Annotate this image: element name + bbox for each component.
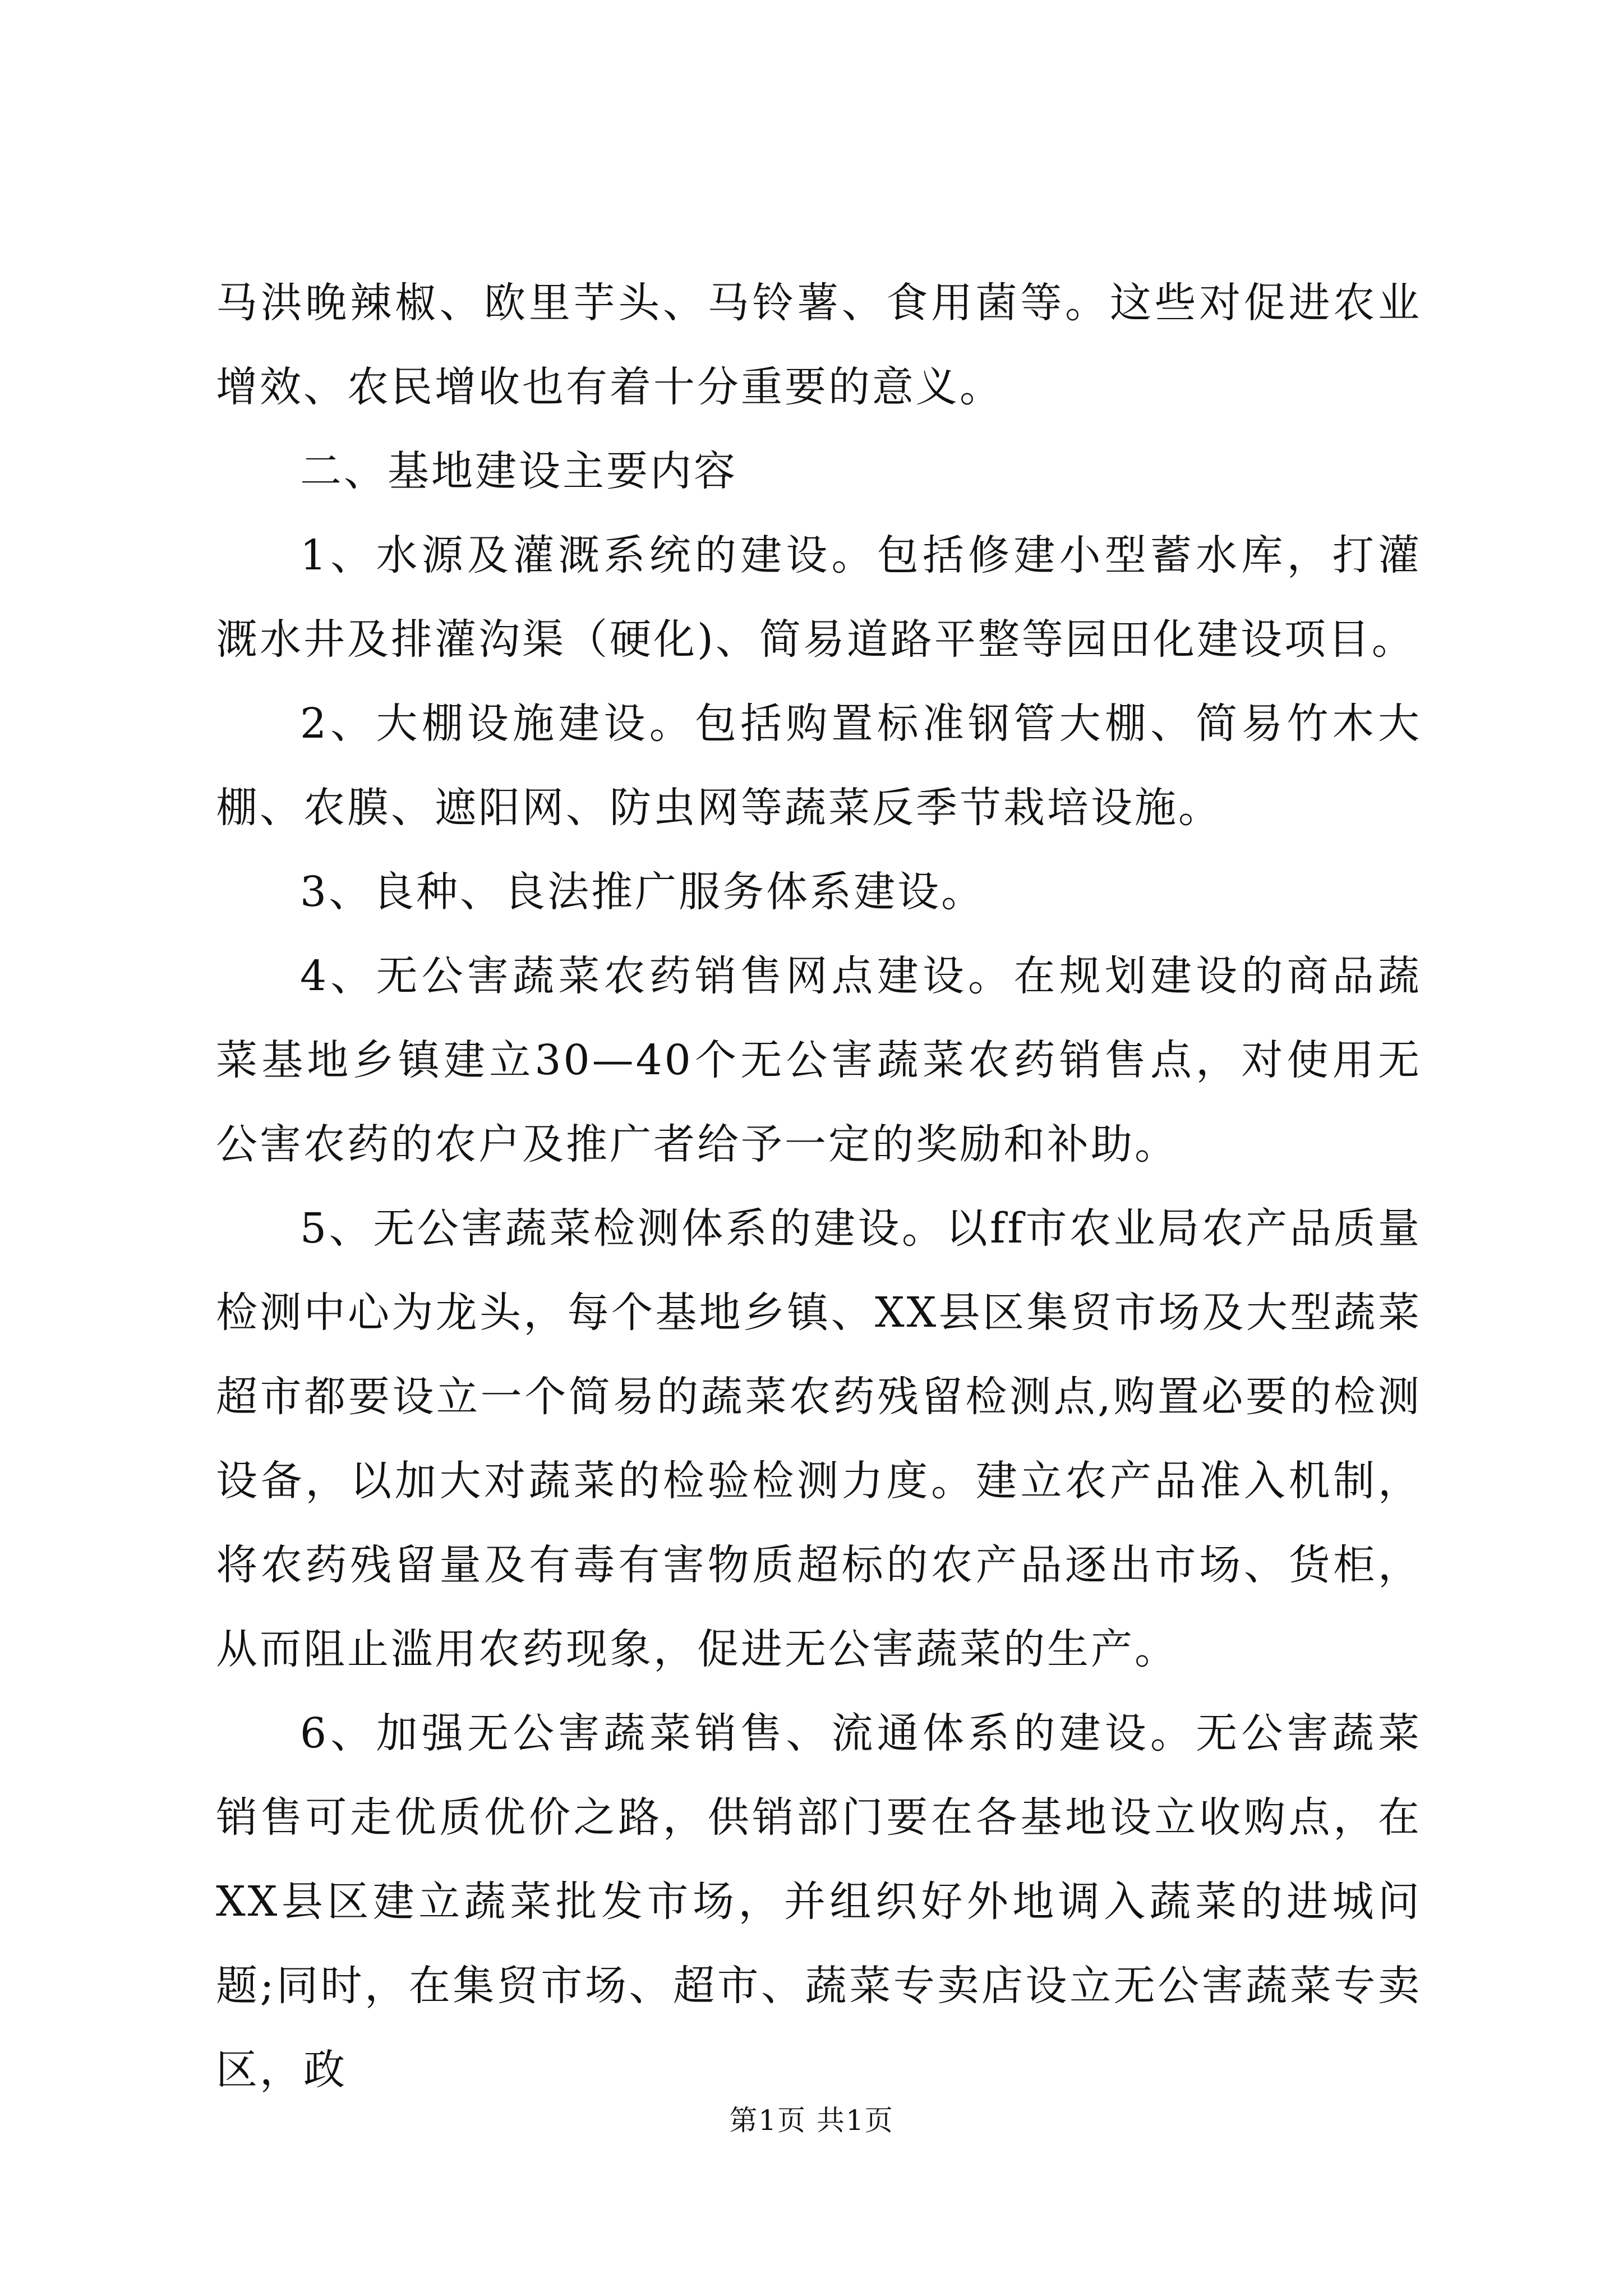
paragraph-item-4: 4、无公害蔬菜农药销售网点建设。在规划建设的商品蔬菜基地乡镇建立30—40个无公害蔬菜农药销售点，对使用无公害农药的农户及推广者给予一定的奖励和补助。 xyxy=(216,952,1422,1168)
paragraph-item-6: 6、加强无公害蔬菜销售、流通体系的建设。无公害蔬菜销售可走优质优价之路，供销部门要在各基地设立收购点，在XX县区建立蔬菜批发市场，并组织好外地调入蔬菜的进城问题;同时，在集贸市场、超市、蔬菜专卖店设立无公害蔬菜专卖区，政 xyxy=(216,1709,1422,2094)
paragraph-item-2: 2、大棚设施建设。包括购置标准钢管大棚、简易竹木大棚、农膜、遮阳网、防虫网等蔬菜反季节栽培设施。 xyxy=(216,700,1422,832)
page-footer: 第1页 共1页 xyxy=(729,2104,894,2137)
paragraph-item-1: 1、水源及灌溉系统的建设。包括修建小型蓄水库，打灌溉水井及排灌沟渠（硬化)、简易道路平整等园田化建设项目。 xyxy=(216,531,1422,664)
document-body xyxy=(216,261,1422,2112)
paragraph-continuation: 马洪晚辣椒、欧里芋头、马铃薯、食用菌等。这些对促进农业增效、农民增收也有着十分重要的意义。 xyxy=(216,279,1422,411)
section-heading: 二、基地建设主要内容 xyxy=(300,447,737,495)
paragraph-item-3: 3、良种、良法推广服务体系建设。 xyxy=(300,868,985,916)
paragraph-item-5: 5、无公害蔬菜检测体系的建设。以ff市农业局农产品质量检测中心为龙头，每个基地乡镇、XX县区集贸市场及大型蔬菜超市都要设立一个简易的蔬菜农药残留检测点,购置必要的检测设备，以加大对蔬菜的检验检测力度。建立农产品准入机制，将农药残留量及有毒有害物质超标的农产品逐出市场、货柜，从而阻止滥用农药现象，促进无公害蔬菜的生产。 xyxy=(216,1204,1422,1673)
